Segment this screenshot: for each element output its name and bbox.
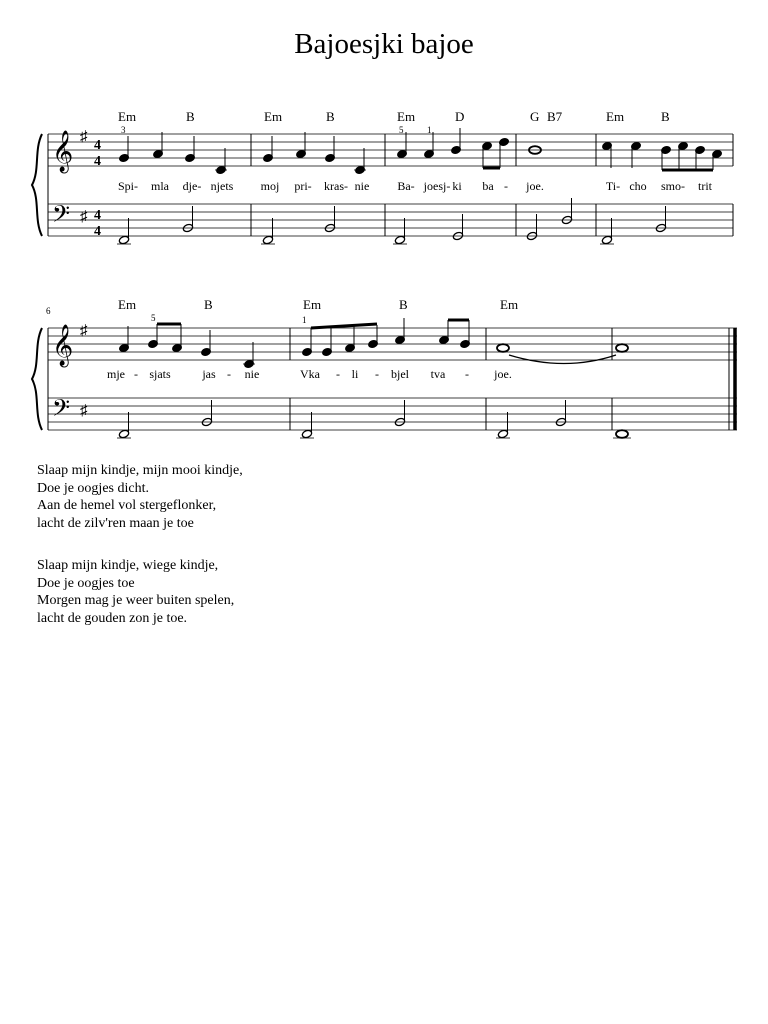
measure-number: 6 [46, 306, 51, 316]
lyric-syllable: Vka [300, 367, 320, 381]
chord-symbol: B [204, 297, 213, 312]
time-signature-bottom: 4 [94, 154, 101, 169]
lyric-syllable: pri- [294, 179, 312, 193]
fingerings-1 [121, 125, 432, 135]
lyric-hyphen: - [336, 367, 340, 381]
chord-symbol: B [186, 109, 195, 124]
chord-symbol: Em [606, 109, 625, 124]
system-brace [32, 134, 42, 236]
verse-line: Slaap mijn kindje, wiege kindje, [37, 558, 219, 573]
fingering: 1 [302, 315, 307, 325]
chord-symbol: G [530, 109, 540, 124]
lyric-syllable: njets [210, 179, 234, 193]
time-signature-top: 4 [94, 138, 101, 153]
chord-symbol: D [455, 109, 465, 124]
chord-symbol: B7 [547, 109, 563, 124]
lyric-syllable: kras- [324, 179, 348, 193]
lyric-syllable: mje [107, 367, 125, 381]
time-signature-bottom: 4 [94, 224, 101, 239]
bass-staff [48, 204, 733, 236]
fingering: 1 [427, 125, 432, 135]
lyric-hyphen: - [134, 367, 138, 381]
lyric-syllable: dje- [182, 179, 202, 193]
key-signature-sharp: ♯ [80, 129, 88, 145]
fingering: 5 [151, 313, 156, 323]
lyric-syllable: Spi- [117, 179, 139, 193]
treble-notes-2 [119, 318, 628, 369]
bass-clef-icon: 𝄢 [52, 396, 71, 427]
chord-symbol: Em [303, 297, 322, 312]
chord-symbol: B [399, 297, 408, 312]
verse-line: lacht de gouden zon je toe. [37, 610, 188, 626]
verse-line: Morgen mag je weer buiten spelen, [37, 593, 235, 608]
verse-line: Slaap mijn kindje, mijn mooi kindje, [37, 463, 243, 478]
chord-symbols-2 [118, 297, 518, 312]
song-title: Bajoesjki bajoe [294, 28, 474, 60]
verse-line: Doe je oogjes dicht. [37, 480, 149, 496]
treble-clef-icon: 𝄞 [52, 325, 74, 365]
chord-symbol: B [661, 109, 670, 124]
verse-line: lacht de zilv'ren maan je toe [37, 515, 194, 531]
sheet-music [0, 0, 768, 460]
time-signature-top: 4 [94, 208, 101, 223]
chord-symbol: Em [500, 297, 519, 312]
lyric-hyphen: - [504, 179, 508, 193]
lyric-syllable: mla [151, 179, 169, 193]
lyric-syllable: jas [202, 367, 216, 381]
chord-symbol: Em [397, 109, 416, 124]
bass-notes-1 [117, 198, 667, 245]
lyric-syllable: tva [430, 367, 446, 381]
lyric-syllable: li [351, 367, 359, 381]
fingering: 3 [121, 125, 126, 135]
verse-2 [37, 557, 437, 627]
lyric-syllable: nie [244, 367, 260, 381]
lyric-syllable: trit [698, 179, 712, 193]
key-signature-sharp: ♯ [80, 403, 88, 419]
chord-symbol: Em [264, 109, 283, 124]
lyric-syllable: cho [629, 179, 647, 193]
lyric-hyphen: - [227, 367, 231, 381]
chord-symbol: B [326, 109, 335, 124]
lyric-syllable: Ba- [397, 179, 415, 193]
verse-1 [37, 462, 437, 532]
lyric-syllable: joesj- [423, 179, 451, 193]
verse-line: Aan de hemel vol stergeflonker, [37, 498, 217, 513]
chord-symbol: Em [118, 297, 137, 312]
lyrics-2 [107, 367, 512, 381]
lyric-syllable: bjel [391, 367, 409, 381]
lyric-syllable: sjats [149, 367, 171, 381]
clefs-1 [52, 129, 101, 239]
key-signature-sharp: ♯ [80, 209, 88, 225]
lyric-hyphen: - [465, 367, 469, 381]
lyric-hyphen: - [375, 367, 379, 381]
chord-symbol: Em [118, 109, 137, 124]
clefs-2 [52, 323, 88, 427]
treble-staff [48, 134, 733, 166]
system-brace [32, 328, 42, 430]
lyric-syllable: joe. [526, 179, 544, 193]
fingering: 5 [399, 125, 404, 135]
lyric-syllable: moj [260, 179, 280, 193]
lyrics-1 [118, 179, 713, 193]
bass-clef-icon: 𝄢 [52, 202, 71, 233]
tie [509, 355, 616, 364]
lyric-syllable: ki [452, 179, 462, 193]
verse-line: Doe je oogjes toe [37, 575, 135, 591]
key-signature-sharp: ♯ [80, 323, 88, 339]
lyric-syllable: nie [354, 179, 370, 193]
lyric-syllable: joe. [494, 367, 512, 381]
lyric-syllable: smo- [661, 179, 685, 193]
chord-symbols-1 [118, 109, 670, 124]
lyric-syllable: Ti- [605, 179, 621, 193]
lyric-syllable: ba [482, 179, 494, 193]
treble-clef-icon: 𝄞 [52, 131, 74, 171]
bass-staff [48, 398, 737, 430]
treble-notes-1 [119, 128, 723, 175]
